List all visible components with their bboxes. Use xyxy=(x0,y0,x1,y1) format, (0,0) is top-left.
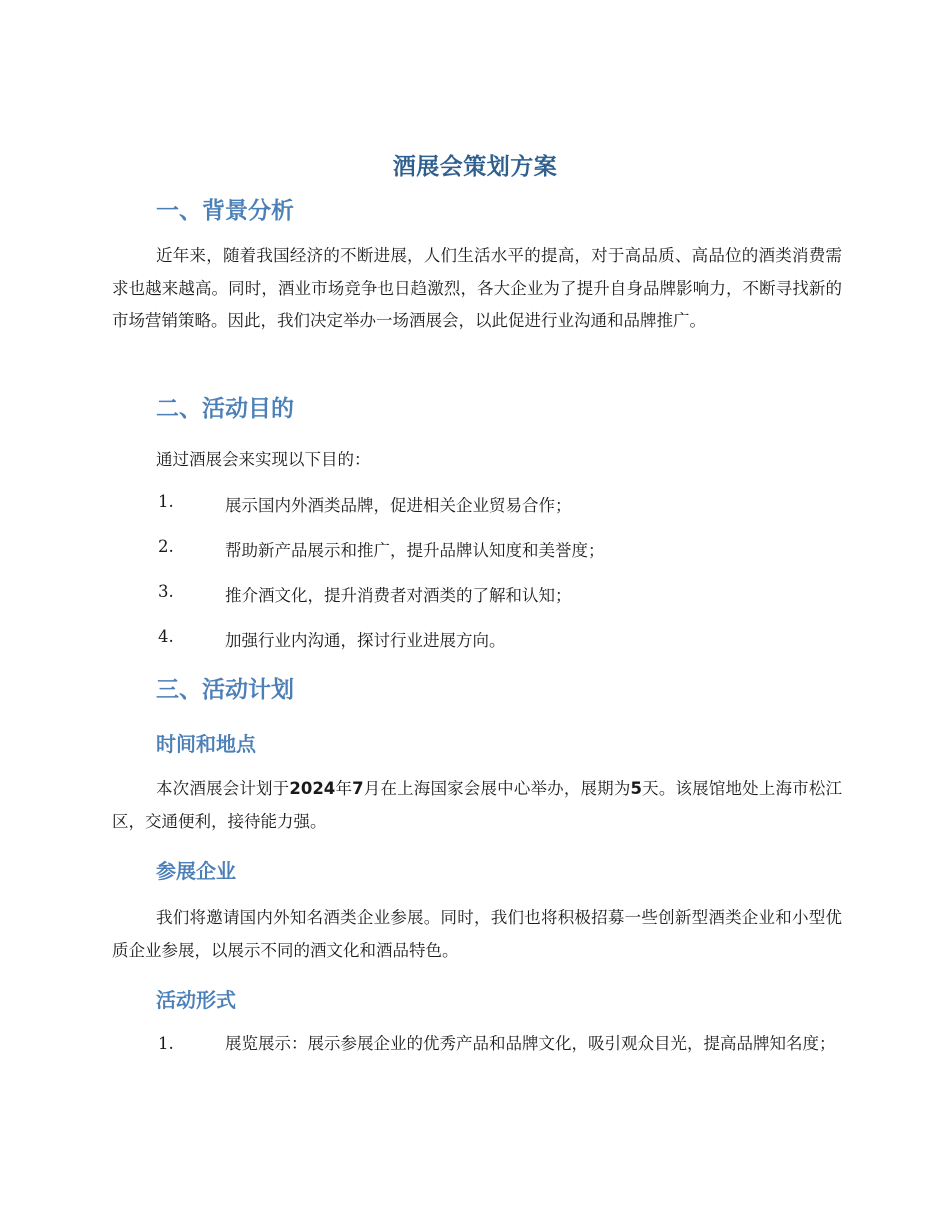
list-number: 1. xyxy=(158,1034,174,1053)
subheading-exhibitors: 参展企业 xyxy=(156,859,236,883)
list-number: 3. xyxy=(158,582,174,601)
heading-plan: 三、活动计划 xyxy=(156,677,294,703)
heading-background: 一、背景分析 xyxy=(156,198,294,224)
list-item-text: 展示国内外酒类品牌，促进相关企业贸易合作； xyxy=(225,496,572,515)
time-place-paragraph: 本次酒展会计划于2024年7月在上海国家会展中心举办，展期为5天。该展馆地处上海市松江区，交通便利，接待能力强。 xyxy=(112,779,843,831)
list-item-text: 帮助新产品展示和推广，提升品牌认知度和美誉度； xyxy=(225,541,605,560)
list-number: 2. xyxy=(158,537,174,556)
background-paragraph: 近年来，随着我国经济的不断进展，人们生活水平的提高，对于高品质、高品位的酒类消费需求也越来越高。同时，酒业市场竞争也日趋激烈，各大企业为了提升自身品牌影响力，不断寻找新的市场营销策略。因此，我们决定举办一场酒展会，以此促进行业沟通和品牌推广。 xyxy=(112,246,842,330)
list-number: 1. xyxy=(158,492,174,511)
subheading-format: 活动形式 xyxy=(156,988,236,1012)
exhibitors-paragraph: 我们将邀请国内外知名酒类企业参展。同时，我们也将积极招募一些创新型酒类企业和小型优质企业参展，以展示不同的酒文化和酒品特色。 xyxy=(112,908,842,960)
list-item-text: 展览展示：展示参展企业的优秀产品和品牌文化，吸引观众目光，提高品牌知名度； xyxy=(225,1034,836,1053)
format-list-item xyxy=(112,1028,842,1061)
heading-purpose: 二、活动目的 xyxy=(156,396,294,422)
list-item-text: 推介酒文化，提升消费者对酒类的了解和认知； xyxy=(225,586,572,605)
list-item-text: 加强行业内沟通，探讨行业进展方向。 xyxy=(225,631,506,650)
document-title: 酒展会策划方案 xyxy=(392,154,558,180)
subheading-time-place: 时间和地点 xyxy=(156,732,256,756)
list-number: 4. xyxy=(158,627,174,646)
purpose-intro: 通过酒展会来实现以下目的： xyxy=(156,450,371,469)
